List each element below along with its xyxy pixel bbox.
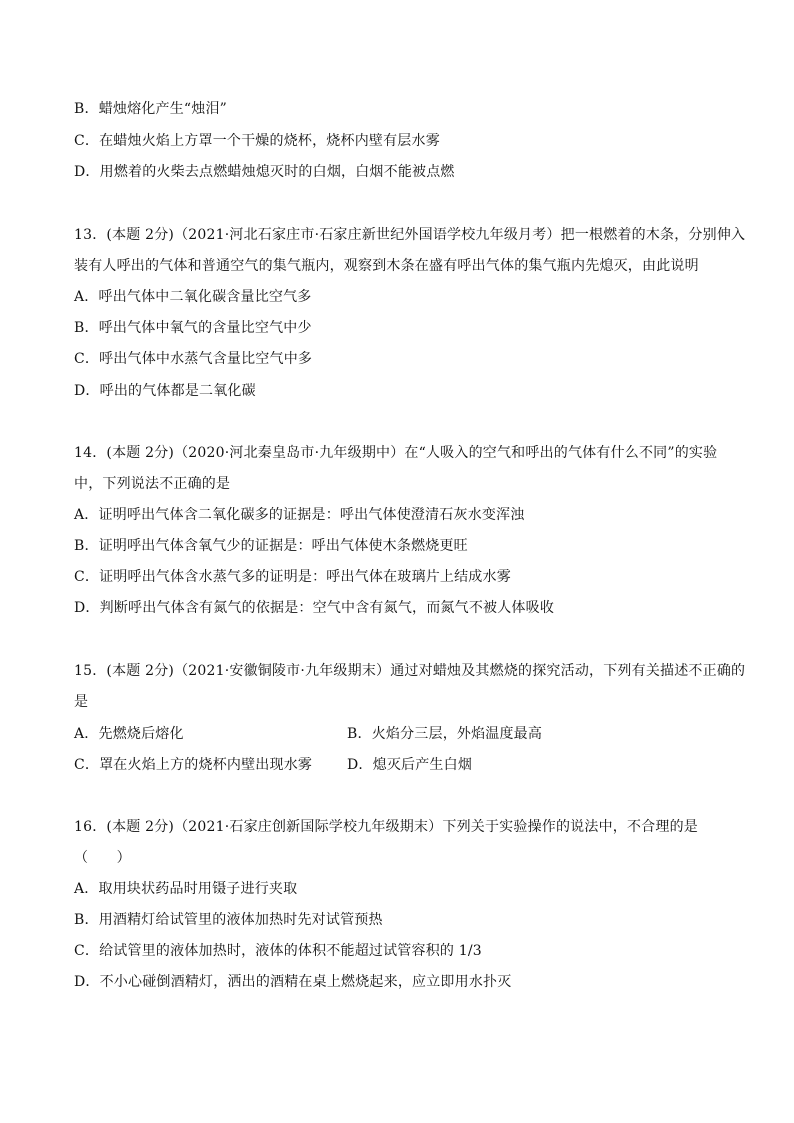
q13-option-d: D．呼出的气体都是二氧化碳 <box>74 383 256 399</box>
q12-option-b: B．蜡烛熔化产生“烛泪” <box>74 101 228 117</box>
q14-option-c: C．证明呼出气体含水蒸气多的证明是：呼出气体在玻璃片上结成水雾 <box>74 569 511 585</box>
q14-option-a: A．证明呼出气体含二氧化碳多的证据是：呼出气体使澄清石灰水变浑浊 <box>74 507 525 523</box>
q14-option-b: B．证明呼出气体含氧气少的证据是：呼出气体使木条燃烧更旺 <box>74 538 468 554</box>
q14-option-d: D．判断呼出气体含有氮气的依据是：空气中含有氮气，而氮气不被人体吸收 <box>74 600 555 616</box>
q15-option-a: A．先燃烧后熔化 <box>74 726 184 742</box>
q16-stem-line2: （ ） <box>74 850 131 866</box>
q13-option-b: B．呼出气体中氧气的含量比空气中少 <box>74 320 312 336</box>
q15-option-d: D．熄灭后产生白烟 <box>347 757 473 773</box>
q12-option-d: D．用燃着的火柴去点燃蜡烛熄灭时的白烟，白烟不能被点燃 <box>74 164 455 180</box>
q16-option-c: C．给试管里的液体加热时，液体的体积不能超过试管容积的 1/3 <box>74 943 482 959</box>
q16-option-b: B．用酒精灯给试管里的液体加热时先对试管预热 <box>74 912 383 928</box>
q16-option-d: D．不小心碰倒酒精灯，洒出的酒精在桌上燃烧起来，应立即用水扑灭 <box>74 974 512 990</box>
q15-stem-line1: 15．(本题 2分)（2021·安徽铜陵市·九年级期末）通过对蜡烛及其燃烧的探究活动，下列有关描述不正确的 <box>74 663 746 679</box>
q13-stem-line2: 装有人呼出的气体和普通空气的集气瓶内，观察到木条在盛有呼出气体的集气瓶内先熄灭，由此说明 <box>74 258 699 274</box>
q14-stem-line1: 14．(本题 2分)（2020·河北秦皇岛市·九年级期中）在“人吸入的空气和呼出的气体有什么不同”的实验 <box>74 445 718 461</box>
q16-option-a: A．取用块状药品时用镊子进行夹取 <box>74 881 298 897</box>
q13-option-a: A．呼出气体中二氧化碳含量比空气多 <box>74 289 312 305</box>
q13-option-c: C．呼出气体中水蒸气含量比空气中多 <box>74 351 313 367</box>
q12-option-c: C．在蜡烛火焰上方罩一个干燥的烧杯，烧杯内壁有层水雾 <box>74 133 440 149</box>
q15-option-c: C．罩在火焰上方的烧杯内壁出现水雾 <box>74 757 313 773</box>
q15-stem-line2: 是 <box>74 694 89 710</box>
q13-stem-line1: 13．(本题 2分)（2021·河北石家庄市·石家庄新世纪外国语学校九年级月考）把一根燃着的木条，分别伸入 <box>74 227 746 243</box>
q16-stem-line1: 16．(本题 2分)（2021·石家庄创新国际学校九年级期末）下列关于实验操作的说法中，不合理的是 <box>74 819 698 835</box>
q14-stem-line2: 中，下列说法不正确的是 <box>74 476 231 492</box>
q15-option-b: B．火焰分三层，外焰温度最高 <box>347 726 543 742</box>
